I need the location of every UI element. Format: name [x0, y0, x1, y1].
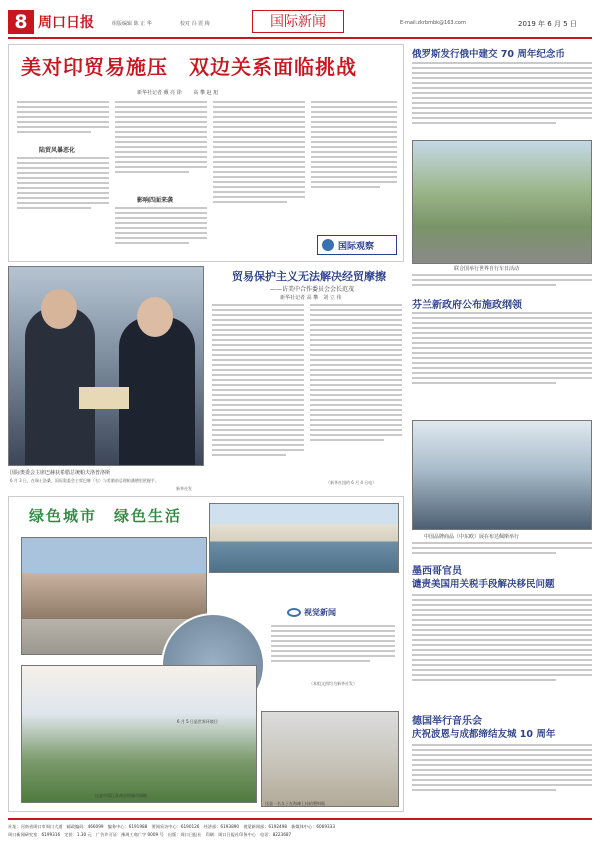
main-story	[8, 44, 404, 262]
right-column	[410, 44, 594, 812]
main-subhead-2: 影响四面来袭	[137, 197, 174, 204]
main-headline: 美对印贸易施压 双边关系面临挑战	[21, 55, 357, 79]
story3-headline-1: 墨西哥官员	[412, 566, 462, 577]
footer-line-1: 社址：河南省周口市周口大道 邮政编码：466099 编务中心：6191988 要闻采访中心：6190126 经济部：6193890 视觉新闻部：6192498 新媒体中心：6069333	[8, 824, 335, 829]
editor-line: 组版编辑 陈 正 华	[112, 21, 152, 27]
opinion-subhead: ——访美中合作委员会会长范茂	[270, 286, 355, 293]
paper-name: 周口日报	[38, 15, 94, 31]
opinion-byline: 新华社记者 高 攀 刘 立 伟	[280, 295, 342, 301]
globe-tag-label: 国际观察	[338, 241, 375, 252]
photo-caption-3: 这是一名女子在海滩上捡拾塑料瓶	[265, 801, 325, 806]
photo1-caption: 6 月 3 日，在瑞士洛桑，国际奥委会主席巴赫（右）与希腊前总理帕潘德里欧握手。	[10, 478, 159, 483]
masthead	[0, 0, 600, 38]
story1-text	[412, 62, 592, 127]
story3-text	[412, 594, 592, 684]
photo-caption-2: 这是中国江苏南京的城市绿地	[95, 793, 147, 798]
main-col-4	[311, 101, 397, 191]
cycling-caption-text	[412, 274, 592, 289]
castle-lake-photo	[209, 503, 399, 573]
photo1-credit: 新华社发	[176, 486, 192, 491]
eye-icon	[287, 608, 301, 617]
story4-headline-2: 庆祝波恩与成都缔结友城 10 周年	[412, 729, 556, 740]
masthead-rule	[8, 37, 592, 39]
beach-cleanup-photo	[261, 711, 399, 807]
green-feature-title: 绿色城市 绿色生活	[29, 507, 183, 525]
green-feature-credit: （本组文图均为新华社发）	[309, 681, 357, 686]
person-right	[119, 317, 195, 465]
story2-text	[412, 312, 592, 387]
main-col-1b	[17, 157, 109, 212]
proof-line: 校对 冯 震 梅	[180, 21, 210, 27]
story4-headline-1: 德国举行音乐会	[412, 716, 482, 727]
person-right-head	[137, 297, 173, 337]
email-line: E-mail:zkrbmbk@163.com	[400, 20, 466, 26]
globe-icon	[322, 239, 334, 251]
story1-headline: 俄罗斯发行俄中建交 70 周年纪念币	[412, 49, 565, 60]
story4-text	[412, 744, 592, 794]
visual-news-label: 视觉新闻	[304, 608, 336, 617]
green-feature-text	[271, 625, 395, 665]
person-left	[25, 307, 95, 465]
cycling-day-photo	[412, 140, 592, 264]
main-col-3	[213, 101, 305, 206]
opinion-story	[210, 266, 404, 494]
page-number: 8	[8, 10, 34, 34]
photo-caption-1: 6 月 5 日是世界环境日	[177, 719, 218, 724]
city-skyline-photo	[21, 665, 257, 803]
main-col-1	[17, 101, 109, 136]
expo-caption-text	[412, 542, 592, 557]
story2-headline: 芬兰新政府公布施政纲领	[412, 300, 522, 311]
plaque	[79, 387, 129, 409]
photo1-caption-title: 国际奥委会主席巴赫获希腊总统帕夫洛普洛斯	[10, 470, 111, 476]
opinion-col-2	[310, 304, 402, 444]
footer	[8, 818, 592, 842]
date: 2019 年 6 月 5 日	[518, 20, 577, 28]
opinion-source: （新华社纽约 6 月 4 日电）	[326, 480, 377, 485]
main-byline: 新华社记者 戴 亮 徐 高 攀 赵 旭	[137, 90, 219, 96]
visual-news-tag	[287, 607, 336, 618]
green-feature	[8, 496, 404, 812]
globe-tag	[317, 235, 397, 255]
main-col-2b	[115, 207, 207, 247]
section-title: 国际新闻	[252, 10, 344, 33]
person-left-head	[41, 289, 77, 329]
main-subhead-1: 陆贸风暴恶化	[39, 147, 76, 154]
main-col-2	[115, 101, 207, 176]
handshake-photo	[8, 266, 204, 466]
expo-photo	[412, 420, 592, 530]
footer-line-2: 周口新闻研究室：6199316 定价：1.30 元 广告许可证：豫周工商广字 0009 号 出版：周口日报社 印刷：周口日报社印务中心 电话：8223687	[8, 832, 292, 837]
cycling-photo-caption: 联合国举行世界自行车日活动	[454, 266, 520, 272]
story3-headline-2: 谴责美国用关税手段解决移民问题	[412, 579, 555, 590]
expo-caption: 中国品牌商品（中东欧）展在布达佩斯举行	[424, 534, 520, 540]
opinion-col-1	[212, 304, 304, 459]
opinion-headline: 贸易保护主义无法解决经贸摩擦	[232, 270, 386, 283]
